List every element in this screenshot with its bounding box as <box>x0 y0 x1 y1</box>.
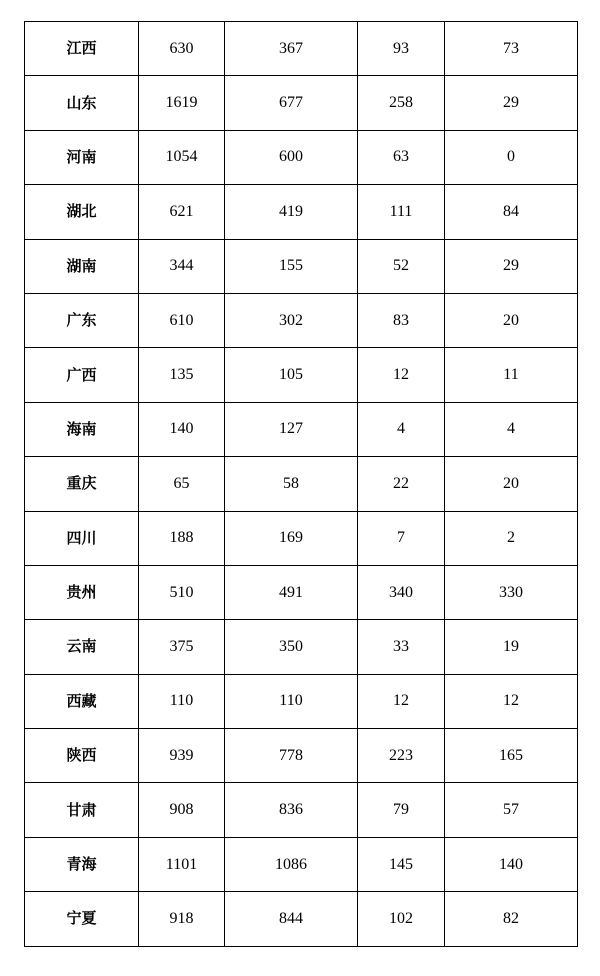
value-cell-col-3: 33 <box>358 620 445 674</box>
data-table <box>24 21 578 947</box>
value-cell-col-3: 4 <box>358 402 445 456</box>
value-cell-col-2: 127 <box>225 402 358 456</box>
value-cell-col-1: 1101 <box>139 837 225 891</box>
value-cell-col-1: 510 <box>139 565 225 619</box>
value-cell-col-2: 419 <box>225 185 358 239</box>
value-cell-col-3: 145 <box>358 837 445 891</box>
region-name-cell: 河南 <box>25 130 139 184</box>
value-cell-col-4: 0 <box>445 130 578 184</box>
value-cell-col-4: 20 <box>445 457 578 511</box>
table-row <box>25 511 578 565</box>
value-cell-col-2: 155 <box>225 239 358 293</box>
value-cell-col-3: 102 <box>358 892 445 946</box>
value-cell-col-2: 844 <box>225 892 358 946</box>
region-name-cell: 青海 <box>25 837 139 891</box>
value-cell-col-3: 83 <box>358 293 445 347</box>
value-cell-col-4: 2 <box>445 511 578 565</box>
value-cell-col-3: 111 <box>358 185 445 239</box>
value-cell-col-4: 84 <box>445 185 578 239</box>
table-row <box>25 620 578 674</box>
value-cell-col-1: 918 <box>139 892 225 946</box>
value-cell-col-4: 330 <box>445 565 578 619</box>
value-cell-col-4: 140 <box>445 837 578 891</box>
value-cell-col-4: 57 <box>445 783 578 837</box>
table-row <box>25 837 578 891</box>
value-cell-col-4: 4 <box>445 402 578 456</box>
table-row <box>25 892 578 946</box>
region-name-cell: 贵州 <box>25 565 139 619</box>
region-name-cell: 西藏 <box>25 674 139 728</box>
region-name-cell: 湖北 <box>25 185 139 239</box>
table-row <box>25 402 578 456</box>
value-cell-col-1: 135 <box>139 348 225 402</box>
table-row <box>25 76 578 130</box>
value-cell-col-2: 600 <box>225 130 358 184</box>
value-cell-col-4: 11 <box>445 348 578 402</box>
value-cell-col-3: 93 <box>358 22 445 76</box>
value-cell-col-2: 58 <box>225 457 358 511</box>
region-name-cell: 江西 <box>25 22 139 76</box>
value-cell-col-4: 12 <box>445 674 578 728</box>
value-cell-col-2: 350 <box>225 620 358 674</box>
value-cell-col-1: 621 <box>139 185 225 239</box>
value-cell-col-2: 677 <box>225 76 358 130</box>
value-cell-col-1: 1054 <box>139 130 225 184</box>
value-cell-col-4: 165 <box>445 729 578 783</box>
value-cell-col-1: 630 <box>139 22 225 76</box>
table-row <box>25 729 578 783</box>
table-row <box>25 130 578 184</box>
value-cell-col-4: 73 <box>445 22 578 76</box>
table-body <box>25 22 578 947</box>
value-cell-col-4: 20 <box>445 293 578 347</box>
value-cell-col-3: 52 <box>358 239 445 293</box>
value-cell-col-3: 223 <box>358 729 445 783</box>
value-cell-col-1: 140 <box>139 402 225 456</box>
value-cell-col-3: 258 <box>358 76 445 130</box>
value-cell-col-2: 491 <box>225 565 358 619</box>
value-cell-col-1: 610 <box>139 293 225 347</box>
value-cell-col-2: 836 <box>225 783 358 837</box>
table-row <box>25 293 578 347</box>
value-cell-col-4: 19 <box>445 620 578 674</box>
value-cell-col-2: 169 <box>225 511 358 565</box>
table-row <box>25 457 578 511</box>
value-cell-col-3: 7 <box>358 511 445 565</box>
value-cell-col-4: 29 <box>445 239 578 293</box>
region-name-cell: 云南 <box>25 620 139 674</box>
value-cell-col-2: 105 <box>225 348 358 402</box>
value-cell-col-1: 65 <box>139 457 225 511</box>
table-row <box>25 783 578 837</box>
value-cell-col-2: 110 <box>225 674 358 728</box>
value-cell-col-2: 367 <box>225 22 358 76</box>
table-row <box>25 348 578 402</box>
value-cell-col-4: 82 <box>445 892 578 946</box>
region-name-cell: 四川 <box>25 511 139 565</box>
value-cell-col-3: 22 <box>358 457 445 511</box>
value-cell-col-2: 778 <box>225 729 358 783</box>
value-cell-col-3: 340 <box>358 565 445 619</box>
table-row <box>25 239 578 293</box>
region-name-cell: 广西 <box>25 348 139 402</box>
region-name-cell: 陕西 <box>25 729 139 783</box>
value-cell-col-1: 908 <box>139 783 225 837</box>
value-cell-col-1: 188 <box>139 511 225 565</box>
region-name-cell: 湖南 <box>25 239 139 293</box>
region-name-cell: 广东 <box>25 293 139 347</box>
region-name-cell: 山东 <box>25 76 139 130</box>
value-cell-col-3: 12 <box>358 674 445 728</box>
value-cell-col-2: 1086 <box>225 837 358 891</box>
region-name-cell: 重庆 <box>25 457 139 511</box>
region-name-cell: 宁夏 <box>25 892 139 946</box>
region-name-cell: 海南 <box>25 402 139 456</box>
table-row <box>25 22 578 76</box>
value-cell-col-1: 375 <box>139 620 225 674</box>
table-row <box>25 565 578 619</box>
value-cell-col-3: 12 <box>358 348 445 402</box>
value-cell-col-1: 110 <box>139 674 225 728</box>
value-cell-col-1: 939 <box>139 729 225 783</box>
region-name-cell: 甘肃 <box>25 783 139 837</box>
value-cell-col-1: 1619 <box>139 76 225 130</box>
value-cell-col-4: 29 <box>445 76 578 130</box>
value-cell-col-3: 79 <box>358 783 445 837</box>
table-row <box>25 185 578 239</box>
value-cell-col-1: 344 <box>139 239 225 293</box>
table-row <box>25 674 578 728</box>
value-cell-col-2: 302 <box>225 293 358 347</box>
value-cell-col-3: 63 <box>358 130 445 184</box>
